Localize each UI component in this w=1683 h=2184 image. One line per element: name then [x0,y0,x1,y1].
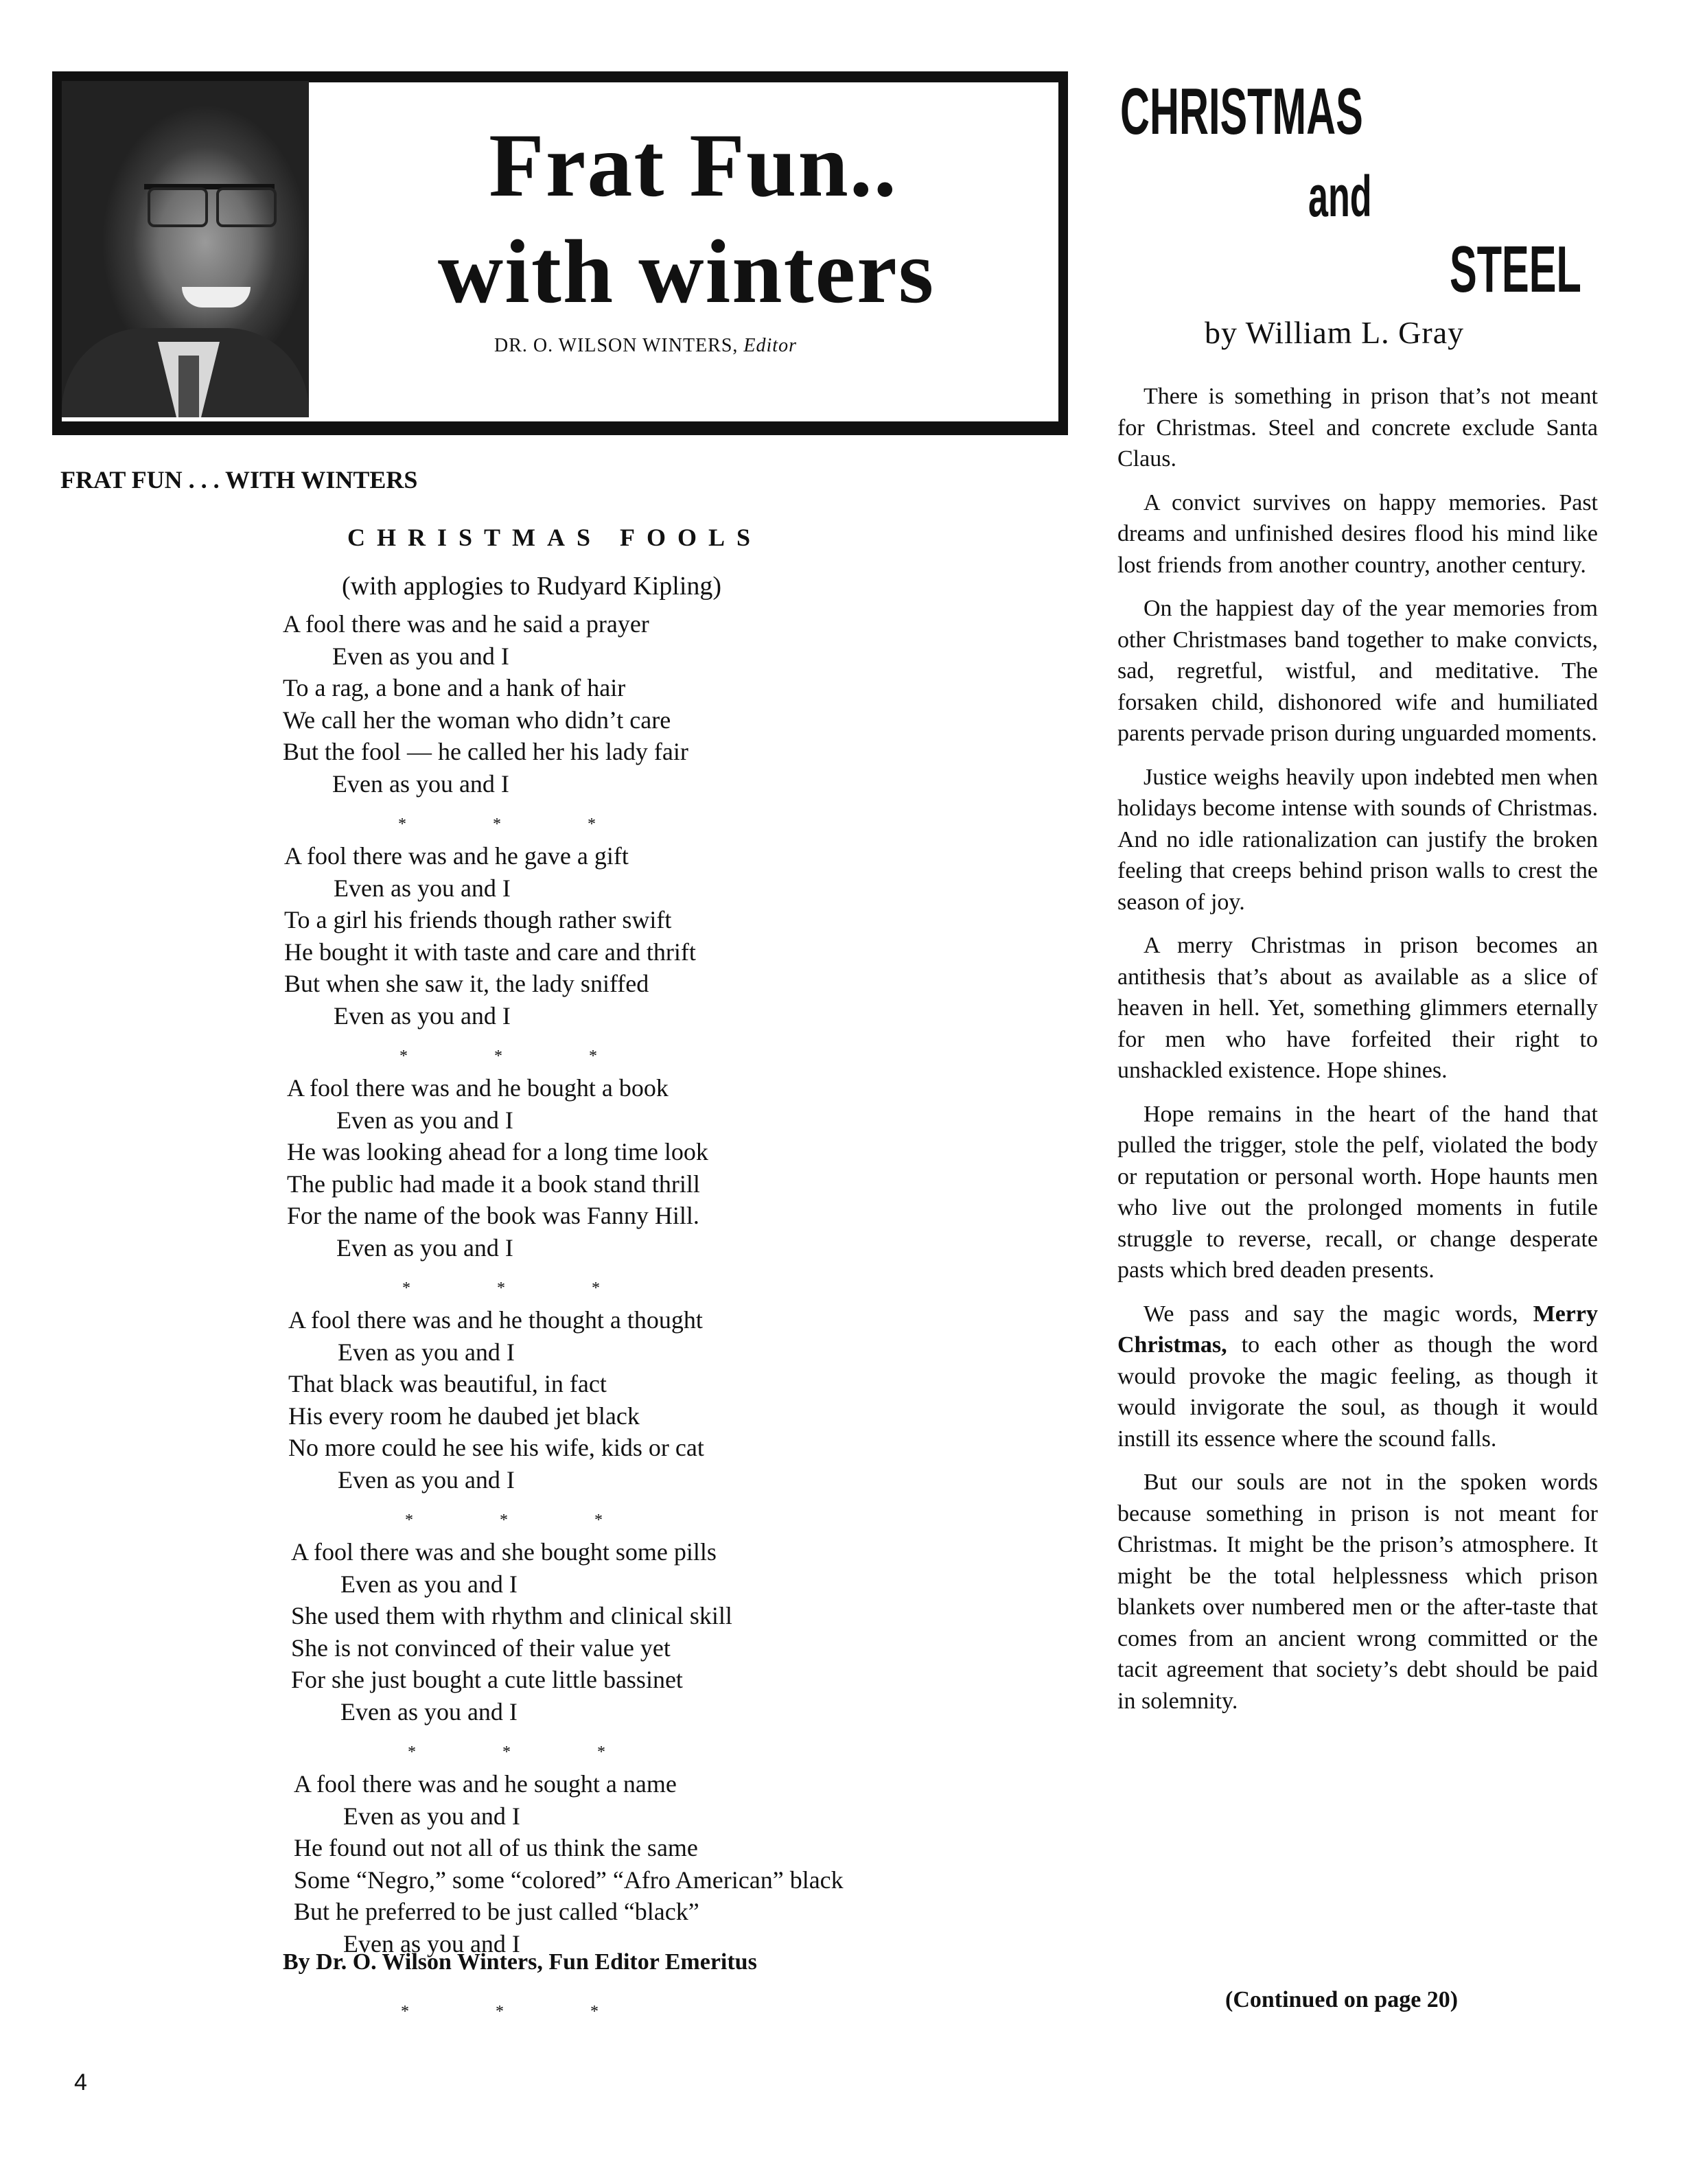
stanza-separator: * * * [408,1743,647,1761]
merry-christmas-bold: Merry Christmas, [1117,1301,1598,1358]
poem-line: For she just bought a cute little bassinet [291,1666,683,1693]
poem-line: That black was beautiful, in fact [288,1370,607,1397]
poem-line: A fool there was and he sought a name [294,1770,677,1798]
poem-line: He found out not all of us think the same [294,1834,698,1861]
poem-line: Even as you and I [288,1465,515,1494]
article-paragraph: We pass and say the magic words, Merry Christmas, to each other as though the word would provoke the magic feeling, as though it would invigorate the soul, as though it would instill its essence where the scound falls. [1117,1301,1598,1452]
poem-line: But when she saw it, the lady sniffed [284,970,649,997]
header-title-line1: Frat Fun.. [489,115,898,216]
stanza-separator: * * * [402,1279,641,1297]
poem-line: No more could he see his wife, kids or cat [288,1434,704,1461]
stanza-separator: * * * [398,815,637,833]
stanza-separator: * * * [399,1047,638,1065]
poem-line: He bought it with taste and care and thrift [284,938,696,966]
header-editor-credit [494,335,797,357]
editor-role: Editor [743,335,797,356]
poem-line: A fool there was and he said a prayer [283,610,649,638]
poem-stanza [284,840,696,1032]
poem-line: But the fool — he called her his lady fair [283,738,688,765]
poem-stanza [294,1768,844,1960]
section-heading: FRAT FUN . . . WITH WINTERS [60,466,418,493]
poem-stanza [283,608,688,800]
poem-line: Even as you and I [287,1233,513,1262]
article-paragraph: Hope remains in the heart of the hand that pulled the trigger, stole the pelf, violated the body or reputation or personal worth. Hope haunts men who live out the prolonged moments in futile struggle to reverse, recall, or change desperate pasts which bred deaden presents. [1117,1101,1598,1283]
poem-line: Some “Negro,” some “colored” “Afro American” black [294,1866,844,1894]
poem-line: Even as you and I [287,1106,513,1134]
article-paragraph: There is something in prison that’s not meant for Christmas. Steel and concrete exclude Santa Claus. [1117,384,1598,472]
poem-stanza [288,1304,704,1496]
poem-stanza [287,1072,708,1264]
poem-line: She used them with rhythm and clinical skill [291,1602,732,1629]
poem-subtitle: (with applogies to Rudyard Kipling) [342,572,722,601]
poem-line: Even as you and I [284,874,511,902]
poem-line: To a rag, a bone and a hank of hair [283,674,626,701]
poem-line: We call her the woman who didn’t care [283,706,671,734]
poem-line: He was looking ahead for a long time look [287,1138,708,1165]
poem-line: Even as you and I [291,1697,518,1726]
poem-line: Even as you and I [291,1570,518,1598]
poem-line: A fool there was and he gave a gift [284,842,629,870]
article-paragraph: A convict survives on happy memories. Past dreams and unfinished desires flood his mind like lost friends from another country, another century. [1117,489,1598,578]
poem-line: Even as you and I [283,769,509,798]
article-author: by William L. Gray [1205,315,1465,350]
poem-line: Even as you and I [288,1338,515,1366]
article-paragraph: A merry Christmas in prison becomes an antithesis that’s about as available as a slice of heaven in hell. Yet, something glimmers eternally for men who have forfeited their right to unshackled existence. Hope shines. [1117,933,1598,1083]
article-paragraph: On the happiest day of the year memories from other Christmases band together to make convicts, sad, regretful, wistful, and meditative. The forsaken child, dishonored wife and humiliated parents pervade prison during unguarded moments. [1117,596,1598,746]
poem-line: She is not convinced of their value yet [291,1634,671,1662]
poem-line: A fool there was and he bought a book [287,1074,669,1102]
poem-line: Even as you and I [284,1001,511,1030]
poem-line: Even as you and I [283,642,509,670]
continued-note: (Continued on page 20) [1225,1987,1459,2012]
poem-line: The public had made it a book stand thrill [287,1170,700,1198]
poem-title: CHRISTMAS FOOLS [347,524,763,551]
article-paragraph: Justice weighs heavily upon indebted men when holidays become intense with sounds of Christmas. And no idle rationalization can justify the broken feeling that creeps behind prison walls to crest the season of joy. [1117,764,1598,915]
header-title-line2: with winters [437,221,936,322]
stanza-separator: * * * [401,2003,640,2021]
poem-line: A fool there was and she bought some pills [291,1538,717,1566]
article-title-steel: STEEL [1450,233,1581,306]
editor-portrait [62,81,309,417]
article-body [1117,381,1598,1729]
stanza-separator: * * * [405,1511,644,1529]
article-title-christmas: CHRISTMAS [1120,75,1363,148]
poem-stanza [291,1536,732,1728]
poem-line: His every room he daubed jet black [288,1402,640,1430]
poem-line: Even as you and I [294,1802,520,1830]
poem-line: To a girl his friends though rather swift [284,906,672,933]
article-title-and: and [1308,164,1372,229]
article-paragraph: But our souls are not in the spoken words because something in prison is not meant for Christmas. It might be the prison’s atmosphere. It might be the total helplessness which prison blankets over numbered men or the after-taste that comes from an ancient wrong committed or the tacit agreement that society’s debt should be paid in solemnity. [1117,1469,1598,1714]
poem-line: For the name of the book was Fanny Hill. [287,1202,699,1229]
editor-name: DR. O. WILSON WINTERS, [494,335,739,356]
poem-line: But he preferred to be just called “black” [294,1898,699,1925]
poem-byline: By Dr. O. Wilson Winters, Fun Editor Emeritus [283,1949,757,1975]
page-number: 4 [74,2069,87,2095]
poem-line: A fool there was and he thought a thought [288,1306,703,1334]
poem-line: Even as you and I [294,1929,520,1958]
